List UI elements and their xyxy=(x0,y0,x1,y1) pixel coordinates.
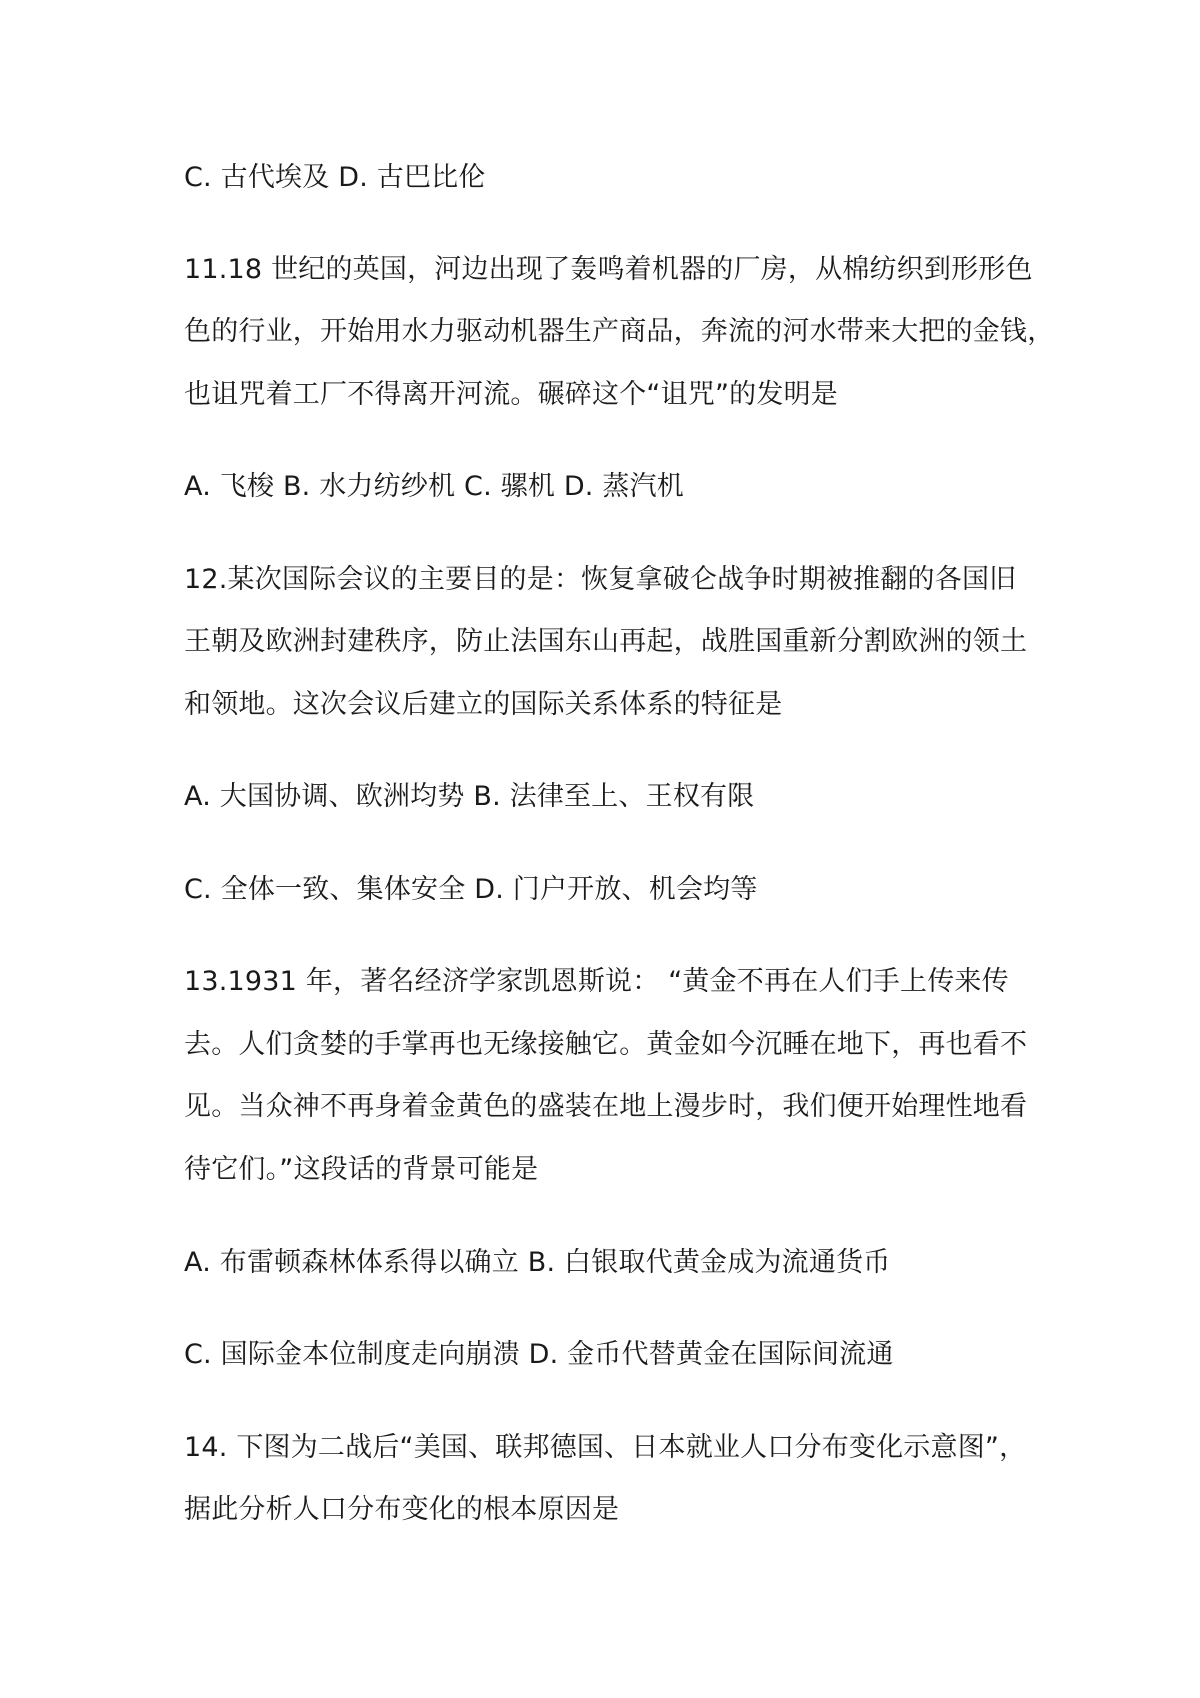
q10-options-cd: C. 古代埃及 D. 古巴比伦 xyxy=(184,162,486,193)
q14-stem-line-2: 据此分析人口分布变化的根本原因是 xyxy=(184,1494,620,1525)
q11-options: A. 飞梭 B. 水力纺纱机 C. 骡机 D. 蒸汽机 xyxy=(184,471,684,502)
q12-stem-line-2: 王朝及欧洲封建秩序，防止法国东山再起，战胜国重新分割欧洲的领土 xyxy=(184,626,1028,657)
q14-stem-line-1: 14. 下图为二战后“美国、联邦德国、日本就业人口分布变化示意图”， xyxy=(184,1432,1027,1463)
q13-stem-line-1: 13.1931 年，著名经济学家凯恩斯说： “黄金不再在人们手上传来传 xyxy=(184,966,1009,997)
q12-options-cd: C. 全体一致、集体安全 D. 门户开放、机会均等 xyxy=(184,874,758,905)
q13-stem-line-2: 去。人们贪婪的手掌再也无缘接触它。黄金如今沉睡在地下，再也看不 xyxy=(184,1029,1028,1060)
q13-stem-line-3: 见。当众神不再身着金黄色的盛装在地上漫步时，我们便开始理性地看 xyxy=(184,1091,1028,1122)
q13-stem-line-4: 待它们。”这段话的背景可能是 xyxy=(184,1154,539,1185)
q11-stem-line-3: 也诅咒着工厂不得离开河流。碾碎这个“诅咒”的发明是 xyxy=(184,379,838,410)
q11-stem-line-2: 色的行业，开始用水力驱动机器生产商品，奔流的河水带来大把的金钱， xyxy=(184,316,1055,347)
q12-stem-line-3: 和领地。这次会议后建立的国际关系体系的特征是 xyxy=(184,689,783,720)
q13-options-cd: C. 国际金本位制度走向崩溃 D. 金币代替黄金在国际间流通 xyxy=(184,1339,894,1370)
q11-stem-line-1: 11.18 世纪的英国，河边出现了轰鸣着机器的厂房，从棉纺织到形形色 xyxy=(184,254,1033,285)
q12-options-ab: A. 大国协调、欧洲均势 B. 法律至上、王权有限 xyxy=(184,781,755,812)
q13-options-ab: A. 布雷顿森林体系得以确立 B. 白银取代黄金成为流通货币 xyxy=(184,1247,891,1278)
q12-stem-line-1: 12.某次国际会议的主要目的是：恢复拿破仑战争时期被推翻的各国旧 xyxy=(184,564,1017,595)
